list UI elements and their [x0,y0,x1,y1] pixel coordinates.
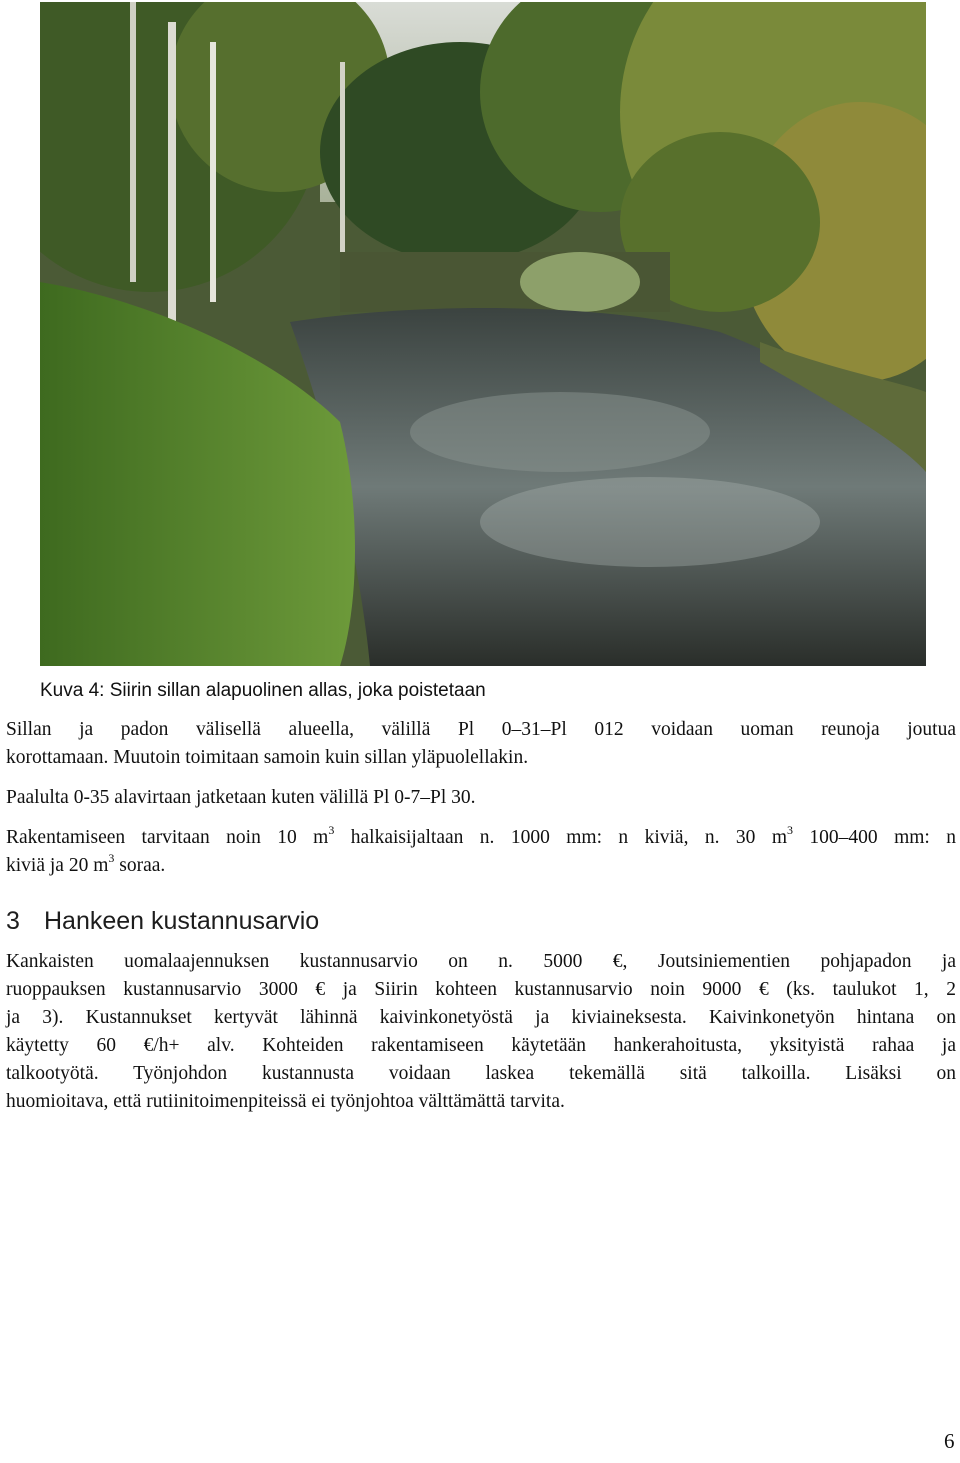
paragraph-line: Paalulta 0-35 alavirtaan jatketaan kuten välillä Pl 0-7–Pl 30. [6,787,476,808]
superscript: 3 [108,850,115,865]
page-number: 6 [944,1429,955,1453]
paragraph-sillan [6,716,956,772]
paragraph-rakentamiseen [6,824,956,880]
text-run: 100–400 mm: n [793,827,956,848]
text-run: kiviä ja 20 m [6,855,109,876]
paragraph-line: korottamaan. Muutoin toimitaan samoin kuin sillan yläpuolellakin. [6,747,529,768]
paragraph-line: ruoppauksen kustannusarvio 3000 € ja Siirin kohteen kustannusarvio noin 9000 € (ks. taulukot 1, 2 [6,979,956,1000]
paragraph-line: talkootyötä. Työnjohdon kustannusta voidaan laskea tekemällä sitä talkoilla. Lisäksi on [6,1063,956,1084]
paragraph-line [6,852,956,880]
text-run: soraa. [114,855,166,876]
paragraph-line: huomioitava, että rutiinitoimenpiteissä ei työnjohtoa välttämättä tarvita. [6,1091,565,1112]
paragraph-line [6,824,956,852]
text-run: halkaisijaltaan n. 1000 mm: n kiviä, n. 30 m [334,827,787,848]
paragraph-line: ja 3). Kustannukset kertyvät lähinnä kaivinkonetyöstä ja kiviaineksesta. Kaivinkonetyön hintana on [6,1007,956,1028]
paragraph-line: käytetty 60 €/h+ alv. Kohteiden rakentamiseen käytetään hankerahoitusta, yksityistä rahaa ja [6,1035,956,1056]
section-number: 3 [6,907,20,935]
section-heading [6,904,319,938]
superscript: 3 [787,822,793,837]
paragraph-paalulta [6,784,956,812]
paragraph-line: Sillan ja padon välisellä alueella, välillä Pl 0–31–Pl 012 voidaan uoman reunoja joutua [6,719,956,740]
figure-caption: Kuva 4: Siirin sillan alapuolinen allas, joka poistetaan [40,680,486,701]
superscript: 3 [328,822,335,837]
paragraph-kustannusarvio [6,948,956,1116]
paragraph-line: Kankaisten uomalaajennuksen kustannusarvio on n. 5000 €, Joutsiniementien pohjapadon ja [6,951,956,972]
river-photo-icon [40,2,926,666]
river-photo [40,2,926,666]
text-run: Rakentamiseen tarvitaan noin 10 m [6,827,329,848]
section-title: Hankeen kustannusarvio [44,907,320,935]
